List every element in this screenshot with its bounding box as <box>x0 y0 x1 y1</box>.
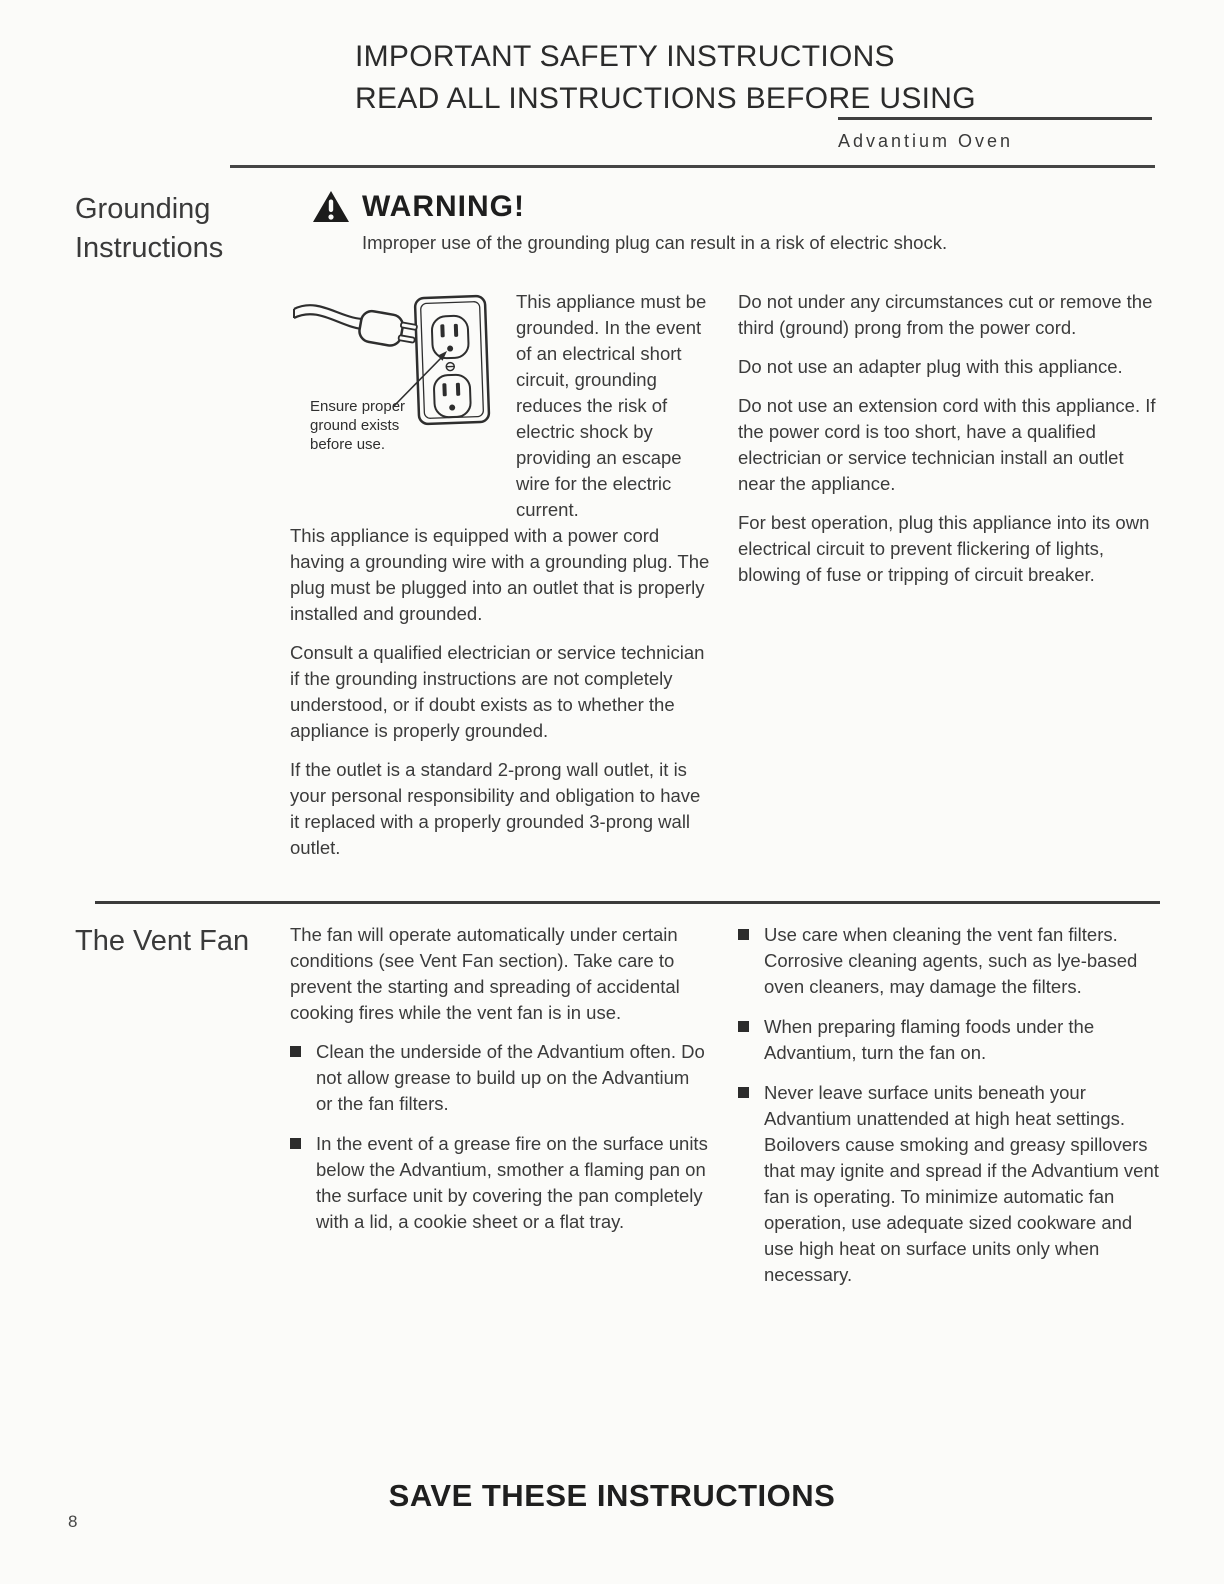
list-item <box>290 1039 710 1117</box>
grounding-plug-illustration <box>290 289 502 475</box>
list-item-text: Never leave surface units beneath your Advantium unattended at high heat settings. Boilovers cause smoking and greasy spillovers that may ignite and spread if the Advantium vent fan is operating. To minimize automatic fan operation, use adequate sized cookware and use high heat on surface units only when necessary. <box>764 1082 1159 1285</box>
warning-row <box>312 190 1162 224</box>
bullet-square-icon <box>738 929 749 940</box>
paragraph: Do not under any circumstances cut or remove the third (ground) prong from the power cord. <box>738 291 1153 338</box>
grounding-right-column <box>738 289 1162 861</box>
figure-side-text: This appliance must be grounded. In the event of an electrical short circuit, grounding reduces the risk of electric shock by providing an escape wire for the electric current. <box>516 291 707 520</box>
title-underline <box>838 117 1152 120</box>
bullet-square-icon <box>290 1138 301 1149</box>
page-title <box>355 36 1160 120</box>
paragraph: For best operation, plug this appliance into its own electrical circuit to prevent flickering of lights, blowing of fuse or tripping of circuit breaker. <box>738 512 1150 585</box>
list-item-text: In the event of a grease fire on the surface units below the Advantium, smother a flaming pan on the surface unit by covering the pan completely with a lid, a cookie sheet or a flat tray. <box>316 1133 708 1232</box>
page-title-line2: READ ALL INSTRUCTIONS BEFORE USING <box>355 82 976 115</box>
paragraph: Consult a qualified electrician or service technician if the grounding instructions are not completely understood, or if doubt exists as to whether the appliance is properly grounded. <box>290 642 705 741</box>
grounding-section <box>75 190 1160 861</box>
paragraph: Do not use an adapter plug with this appliance. <box>738 356 1123 377</box>
vent-fan-heading: The Vent Fan <box>75 925 250 957</box>
section-divider <box>95 901 1160 904</box>
brand-label: Advantium Oven <box>838 131 1014 151</box>
save-instructions-heading: SAVE THESE INSTRUCTIONS <box>388 1478 836 1513</box>
header-rule <box>230 165 1155 168</box>
vent-fan-left-column <box>290 922 710 1302</box>
figure-caption: Ensure proper ground exists before use. <box>310 398 406 453</box>
paragraph: Do not use an extension cord with this appliance. If the power cord is too short, have a qualified electrician or service technician install an outlet near the appliance. <box>738 395 1156 494</box>
grounding-heading: Grounding Instructions <box>75 193 224 264</box>
grounding-content <box>290 190 1162 861</box>
bullet-square-icon <box>290 1046 301 1057</box>
warning-label: WARNING! <box>362 190 525 223</box>
list-item-text: When preparing flaming foods under the Advantium, turn the fan on. <box>764 1016 1095 1063</box>
list-item <box>290 1131 710 1235</box>
grounding-left-column <box>290 289 710 861</box>
list-item <box>738 922 1162 1000</box>
list-item-text: Use care when cleaning the vent fan filters. Corrosive cleaning agents, such as lye-based oven cleaners, may damage the filters. <box>764 924 1138 997</box>
list-item <box>738 1014 1162 1066</box>
warning-triangle-icon <box>312 190 350 224</box>
warning-text: Improper use of the grounding plug can result in a risk of electric shock. <box>362 232 948 253</box>
vent-fan-right-column <box>738 922 1162 1302</box>
bullet-square-icon <box>738 1021 749 1032</box>
list-item-text: Clean the underside of the Advantium often. Do not allow grease to build up on the Advantium or the fan filters. <box>316 1041 705 1114</box>
bullet-square-icon <box>738 1087 749 1098</box>
paragraph: The fan will operate automatically under certain conditions (see Vent Fan section). Take care to prevent the starting and spreading of accidental cooking fires while the vent fan is in use. <box>290 924 680 1023</box>
page-number: 8 <box>68 1512 78 1531</box>
paragraph: If the outlet is a standard 2-prong wall outlet, it is your personal responsibility and obligation to have it replaced with a properly grounded 3-prong wall outlet. <box>290 759 701 858</box>
paragraph: This appliance is equipped with a power cord having a grounding wire with a grounding plug. The plug must be plugged into an outlet that is properly installed and grounded. <box>290 525 710 624</box>
vent-fan-section <box>75 922 1160 1302</box>
page-title-line1: IMPORTANT SAFETY INSTRUCTIONS <box>355 40 895 73</box>
list-item <box>738 1080 1162 1288</box>
